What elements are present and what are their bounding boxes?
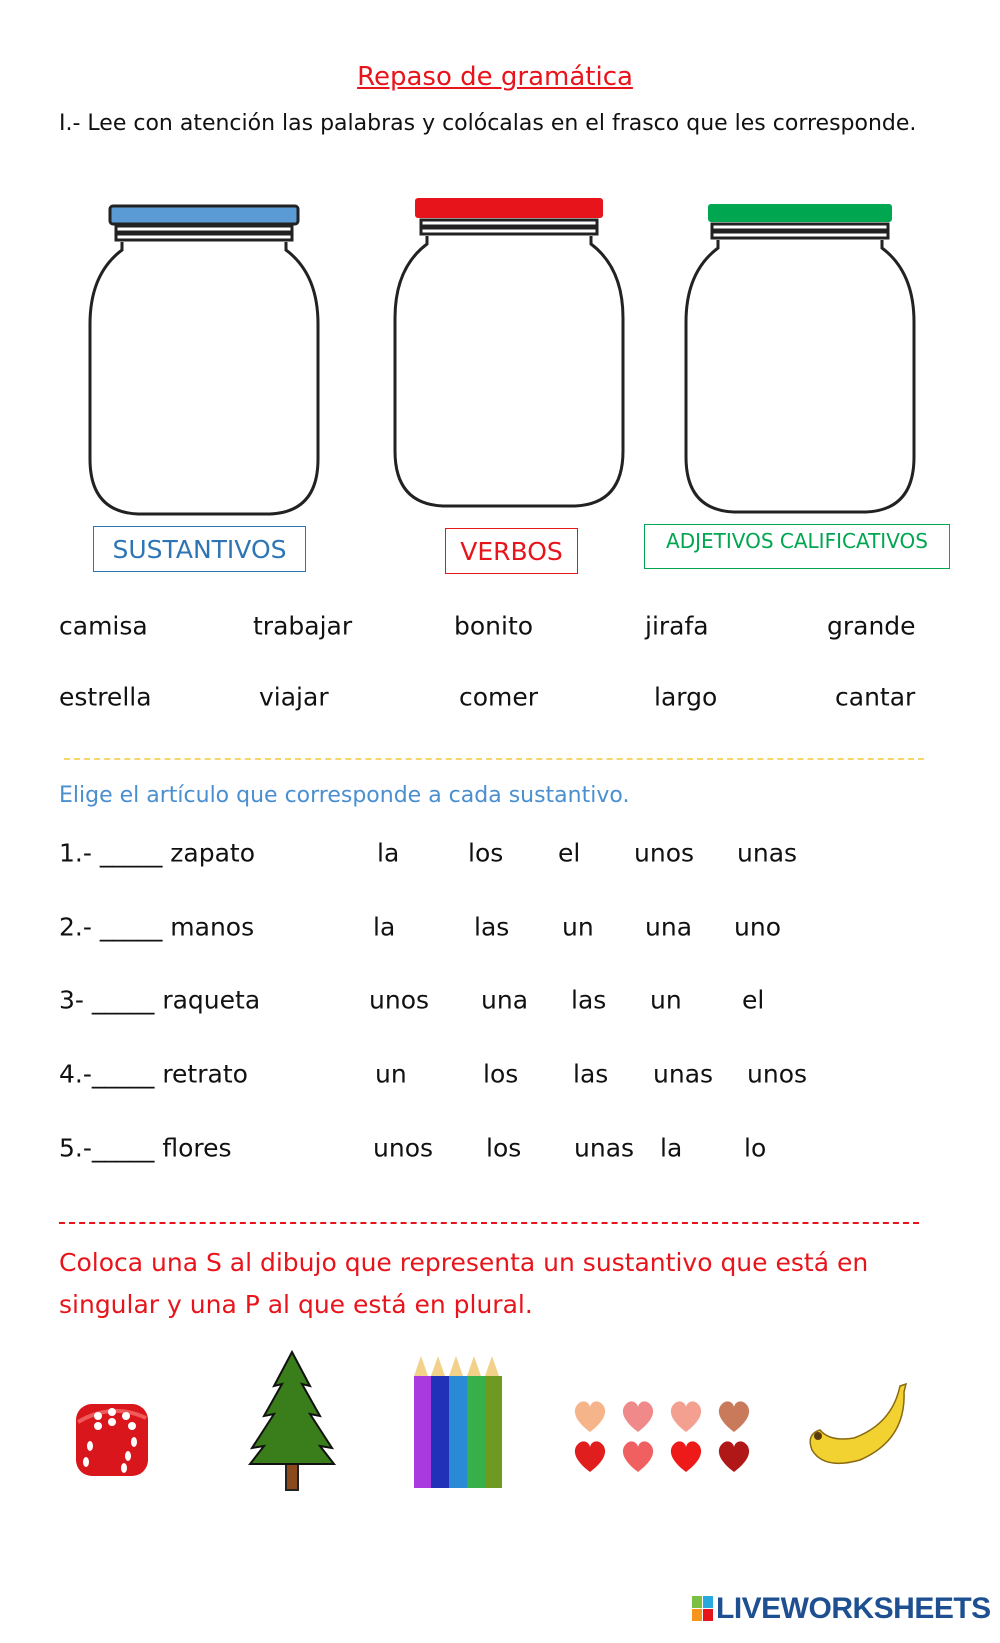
word-chip[interactable]: jirafa	[645, 611, 709, 641]
instruction-1: I.- Lee con atención las palabras y colócalas en el frasco que les corresponde.	[59, 111, 917, 136]
article-option[interactable]: los	[483, 1059, 519, 1089]
instruction-3-line2: singular y una P al que está en plural.	[59, 1290, 533, 1319]
divider-yellow	[64, 758, 924, 760]
instruction-3-line1: Coloca una S al dibujo que representa un sustantivo que está en	[59, 1248, 869, 1277]
article-option[interactable]: los	[468, 838, 504, 868]
article-option[interactable]: unas	[574, 1133, 635, 1163]
divider-red	[59, 1222, 919, 1224]
article-prompt[interactable]: 4.-_____ retrato	[59, 1059, 248, 1089]
article-option[interactable]: una	[481, 985, 529, 1015]
liveworksheets-logo	[692, 1592, 991, 1626]
article-option[interactable]: la	[660, 1133, 683, 1163]
label-adjetivos: ADJETIVOS CALIFICATIVOS	[644, 524, 950, 569]
word-chip[interactable]: bonito	[454, 611, 534, 641]
word-chip[interactable]: camisa	[59, 611, 148, 641]
logo-text: LIVEWORKSHEETS	[716, 1592, 991, 1625]
word-chip[interactable]: largo	[654, 682, 718, 712]
article-option[interactable]: un	[650, 985, 682, 1015]
word-chip[interactable]: viajar	[259, 682, 329, 712]
word-chip[interactable]: cantar	[835, 682, 916, 712]
hearts-picture[interactable]	[568, 1398, 754, 1478]
article-option[interactable]: unos	[373, 1133, 434, 1163]
live-badge-icon	[692, 1596, 714, 1622]
page-title: Repaso de gramática	[357, 62, 633, 92]
pencils-picture[interactable]	[412, 1352, 504, 1488]
article-option[interactable]: unas	[653, 1059, 714, 1089]
article-option[interactable]: unos	[747, 1059, 808, 1089]
article-option[interactable]: uno	[734, 912, 781, 942]
article-option[interactable]: los	[486, 1133, 522, 1163]
jar-adjetivos[interactable]	[684, 202, 916, 517]
article-prompt[interactable]: 5.-_____ flores	[59, 1133, 232, 1163]
tree-picture[interactable]	[248, 1350, 338, 1492]
article-prompt[interactable]: 2.- _____ manos	[59, 912, 255, 942]
label-sustantivos: SUSTANTIVOS	[93, 526, 306, 572]
word-chip[interactable]: trabajar	[253, 611, 353, 641]
article-prompt[interactable]: 3- _____ raqueta	[59, 985, 261, 1015]
article-option[interactable]: el	[558, 838, 581, 868]
instruction-2: Elige el artículo que corresponde a cada sustantivo.	[59, 783, 630, 808]
label-verbos: VERBOS	[445, 528, 578, 574]
article-option[interactable]: las	[573, 1059, 609, 1089]
article-option[interactable]: lo	[744, 1133, 767, 1163]
article-option[interactable]: un	[562, 912, 594, 942]
article-option[interactable]: unos	[369, 985, 430, 1015]
banana-picture[interactable]	[806, 1380, 916, 1470]
article-prompt[interactable]: 1.- _____ zapato	[59, 838, 255, 868]
word-chip[interactable]: grande	[827, 611, 916, 641]
word-chip[interactable]: estrella	[59, 682, 152, 712]
article-option[interactable]: la	[377, 838, 400, 868]
word-chip[interactable]: comer	[459, 682, 539, 712]
article-option[interactable]: una	[645, 912, 693, 942]
article-option[interactable]: las	[571, 985, 607, 1015]
jar-verbos[interactable]	[393, 196, 625, 511]
article-option[interactable]: las	[474, 912, 510, 942]
article-option[interactable]: el	[742, 985, 765, 1015]
article-option[interactable]: unas	[737, 838, 798, 868]
article-option[interactable]: unos	[634, 838, 695, 868]
jar-sustantivos[interactable]	[88, 204, 320, 519]
article-option[interactable]: la	[373, 912, 396, 942]
die-picture[interactable]	[72, 1398, 152, 1482]
article-option[interactable]: un	[375, 1059, 407, 1089]
